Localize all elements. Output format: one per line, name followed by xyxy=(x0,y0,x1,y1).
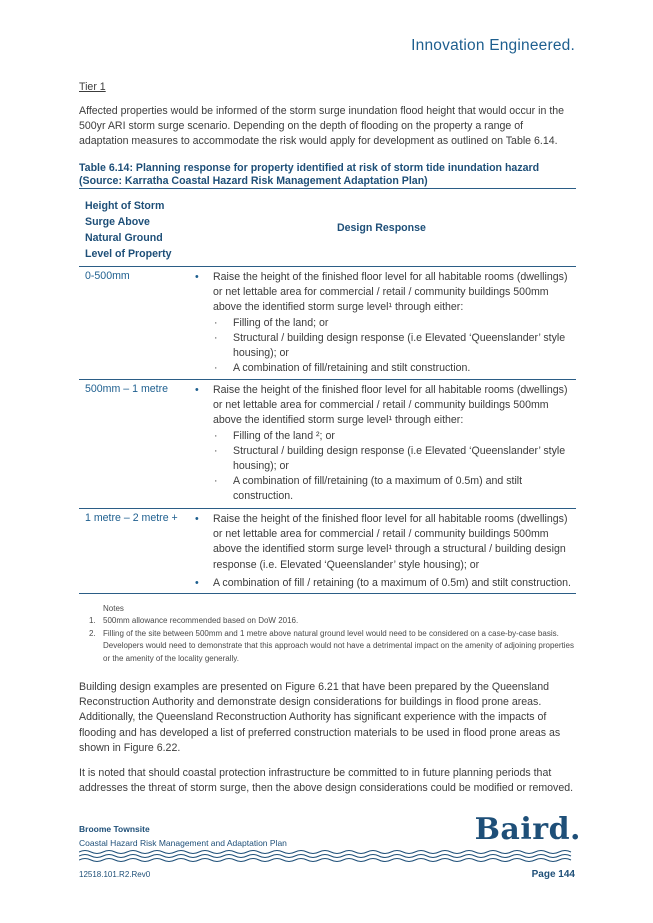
response-bullet: • Raise the height of the finished floor level for all habitable rooms (dwellings) or net lettable area for commercial / retail / community buildings 500mm above the identified storm surge level¹ through a structural / building design response (i.e. Elevated ‘Queenslander’ style housing); or xyxy=(195,513,568,571)
response-sub-item: · Structural / building design response (i.e Elevated ‘Queenslander’ style housing); or xyxy=(214,331,566,360)
page-number: Page 144 xyxy=(531,869,575,880)
tier-heading: Tier 1 xyxy=(79,81,106,93)
footer-title: Broome Townsite xyxy=(79,824,150,834)
response-bullet: • Raise the height of the finished floor level for all habitable rooms (dwellings) or net lettable area for commercial / retail / community buildings 500mm above the identified storm surge level¹ through either: xyxy=(195,271,568,314)
response-sub-item: · A combination of fill/retaining and stilt construction. xyxy=(214,362,471,375)
table-row xyxy=(79,267,576,379)
header-design-response: Design Response xyxy=(337,222,426,234)
table-notes xyxy=(79,603,575,665)
response-bullet: • Raise the height of the finished floor level for all habitable rooms (dwellings) or net lettable area for commercial / retail / community buildings 500mm above the identified storm surge level¹ through either: xyxy=(195,384,568,427)
header-height-column: Height of Storm Surge Above Natural Ground Level of Property xyxy=(85,200,172,260)
intro-paragraph: Affected properties would be informed of the storm surge inundation flood height that would occur in the 500yr ARI storm surge scenario. Depending on the depth of flooding on the property a range of adaptation measures to accommodate the risk would apply for development as outlined on Table 6.14. xyxy=(79,105,565,148)
table-header xyxy=(79,189,576,266)
planning-response-table xyxy=(79,188,576,594)
building-design-paragraph: Building design examples are presented on Figure 6.21 that have been prepared by the Queensland Reconstruction Authority and demonstrate design considerations for buildings in flood prone areas. Additionally, the Queensland Reconstruction Authority has significant experience with the impacts of flooding and has developed a list of preferred construction materials to be used in flood prone areas as shown in Figure 6.22. xyxy=(79,681,561,754)
table-row xyxy=(79,380,576,508)
footer-subtitle: Coastal Hazard Risk Management and Adaptation Plan xyxy=(79,838,287,848)
response-sub-item: · A combination of fill/retaining (to a maximum of 0.5m) and stilt construction. xyxy=(214,475,523,503)
response-sub-item: · Structural / building design response (i.e Elevated ‘Queenslander’ style housing); or xyxy=(214,444,566,473)
note-item: 1. 500mm allowance recommended based on DoW 2016. xyxy=(89,616,299,626)
notes-heading: Notes xyxy=(103,604,124,613)
footer-wave-decoration xyxy=(79,849,576,863)
table-bottom-rule xyxy=(79,593,576,594)
response-bullet: • A combination of fill / retaining (to a maximum of 0.5m) and stilt construction. xyxy=(195,576,571,589)
caption-line-1: Table 6.14: Planning response for property identified at risk of storm tide inundation hazard xyxy=(79,162,540,174)
coastal-protection-paragraph: It is noted that should coastal protection infrastructure be committed to in future planning periods that addresses the threat of storm surge, then the above design considerations could be modified or removed. xyxy=(79,767,574,795)
row-height-label: 0-500mm xyxy=(85,270,130,282)
baird-logo: Baird. xyxy=(474,812,581,847)
row-height-label: 1 metre – 2 metre + xyxy=(85,512,178,524)
response-sub-item: · Filling of the land; or xyxy=(214,316,329,329)
response-sub-item: · Filling of the land ²; or xyxy=(214,429,335,442)
table-caption xyxy=(79,162,575,187)
row-height-label: 500mm – 1 metre xyxy=(85,383,169,395)
header-tagline: Innovation Engineered. xyxy=(411,37,575,54)
note-item: 2. Filling of the site between 500mm and 1 metre above natural ground level would need to be considered on a case-by-case basis. Developers would need to demonstrate that this approach would not have a detrimental impact on the amenity of adjoining properties or the amenity of the locality generally. xyxy=(89,628,574,663)
table-row xyxy=(79,509,576,593)
caption-line-2: (Source: Karratha Coastal Hazard Risk Management Adaptation Plan) xyxy=(79,174,428,187)
document-reference: 12518.101.R2.Rev0 xyxy=(79,870,151,879)
